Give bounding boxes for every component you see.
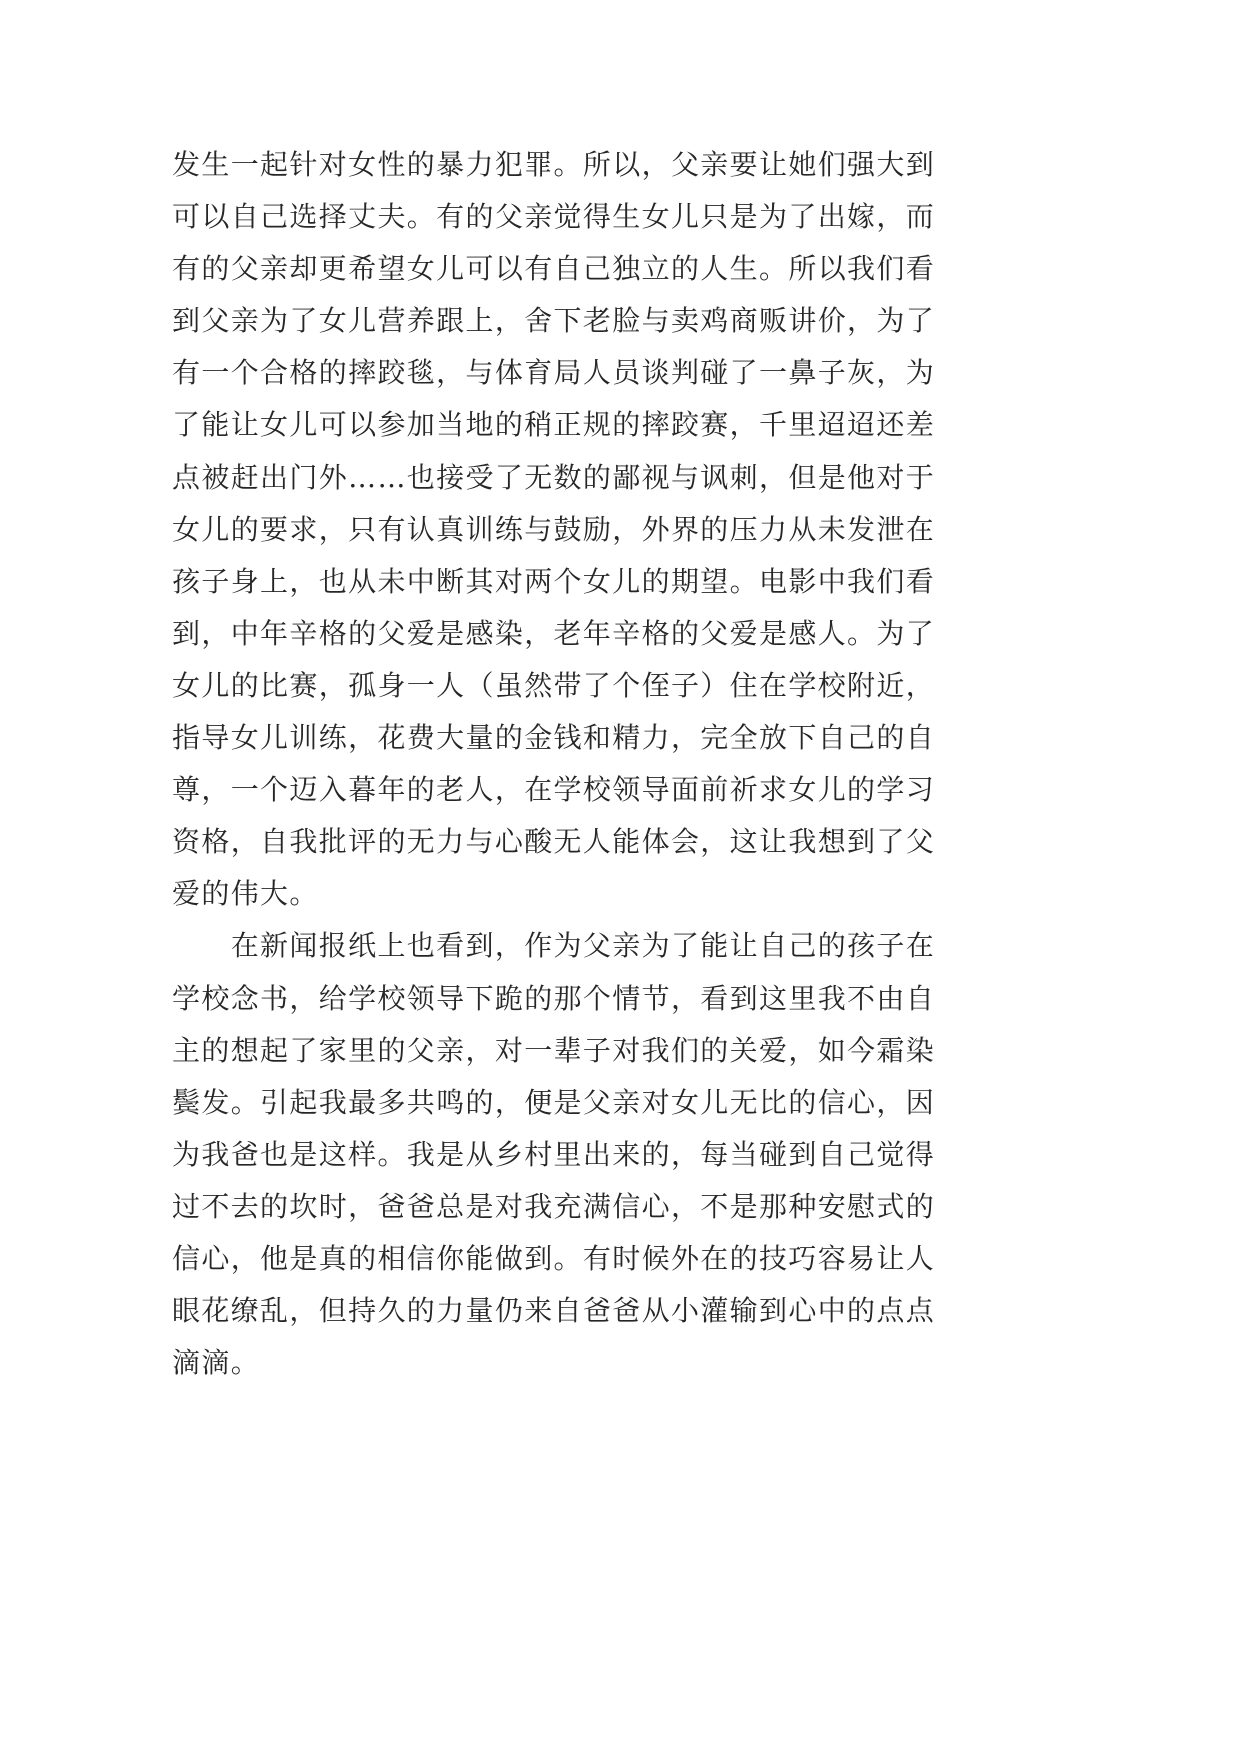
paragraph [172, 920, 1241, 1389]
text-line: 发生一起针对女性的暴力犯罪。所以，父亲要让她们强大到 [172, 148, 936, 181]
text-line: 孩子身上，也从未中断其对两个女儿的期望。电影中我们看 [172, 564, 936, 598]
text-line: 女儿的要求，只有认真训练与鼓励，外界的压力从未发泄在 [172, 512, 936, 546]
text-line: 过不去的坎时，爸爸总是对我充满信心，不是那种安慰式的 [172, 1189, 936, 1223]
text-line: 女儿的比赛，孤身一人（虽然带了个侄子）住在学校附近， [172, 668, 936, 702]
text-line: 鬓发。引起我最多共鸣的，便是父亲对女儿无比的信心，因 [172, 1085, 936, 1119]
text-line: 眼花缭乱，但持久的力量仍来自爸爸从小灌输到心中的点点 [172, 1294, 936, 1328]
text-line: 滴滴。 [172, 1346, 261, 1380]
text-line: 爱的伟大。 [172, 877, 319, 911]
text-line: 学校念书，给学校领导下跪的那个情节，看到这里我不由自 [172, 981, 936, 1015]
text-line: 尊，一个迈入暮年的老人，在学校领导面前祈求女儿的学习 [172, 773, 936, 807]
text-line: 信心，他是真的相信你能做到。有时候外在的技巧容易让人 [172, 1241, 936, 1275]
text-line: 可以自己选择丈夫。有的父亲觉得生女儿只是为了出嫁，而 [172, 200, 936, 234]
text-line: 主的想起了家里的父亲，对一辈子对我们的关爱，如今霜染 [172, 1033, 936, 1067]
text-line: 为我爸也是这样。我是从乡村里出来的，每当碰到自己觉得 [172, 1137, 936, 1171]
text-line: 到父亲为了女儿营养跟上，舍下老脸与卖鸡商贩讲价，为了 [172, 304, 936, 338]
text-line: 在新闻报纸上也看到，作为父亲为了能让自己的孩子在 [230, 929, 936, 963]
text-line: 了能让女儿可以参加当地的稍正规的摔跤赛，千里迢迢还差 [172, 408, 936, 442]
text-line: 有的父亲却更希望女儿可以有自己独立的人生。所以我们看 [172, 252, 936, 286]
text-line: 有一个合格的摔跤毯，与体育局人员谈判碰了一鼻子灰，为 [172, 356, 936, 390]
text-line: 点被赶出门外……也接受了无数的鄙视与讽刺，但是他对于 [172, 460, 936, 494]
paragraph [172, 139, 1241, 920]
text-line: 指导女儿训练，花费大量的金钱和精力，完全放下自己的自 [172, 721, 936, 755]
text-line: 到，中年辛格的父爱是感染，老年辛格的父爱是感人。为了 [172, 616, 936, 650]
text-line: 资格，自我批评的无力与心酸无人能体会，这让我想到了父 [172, 825, 936, 859]
